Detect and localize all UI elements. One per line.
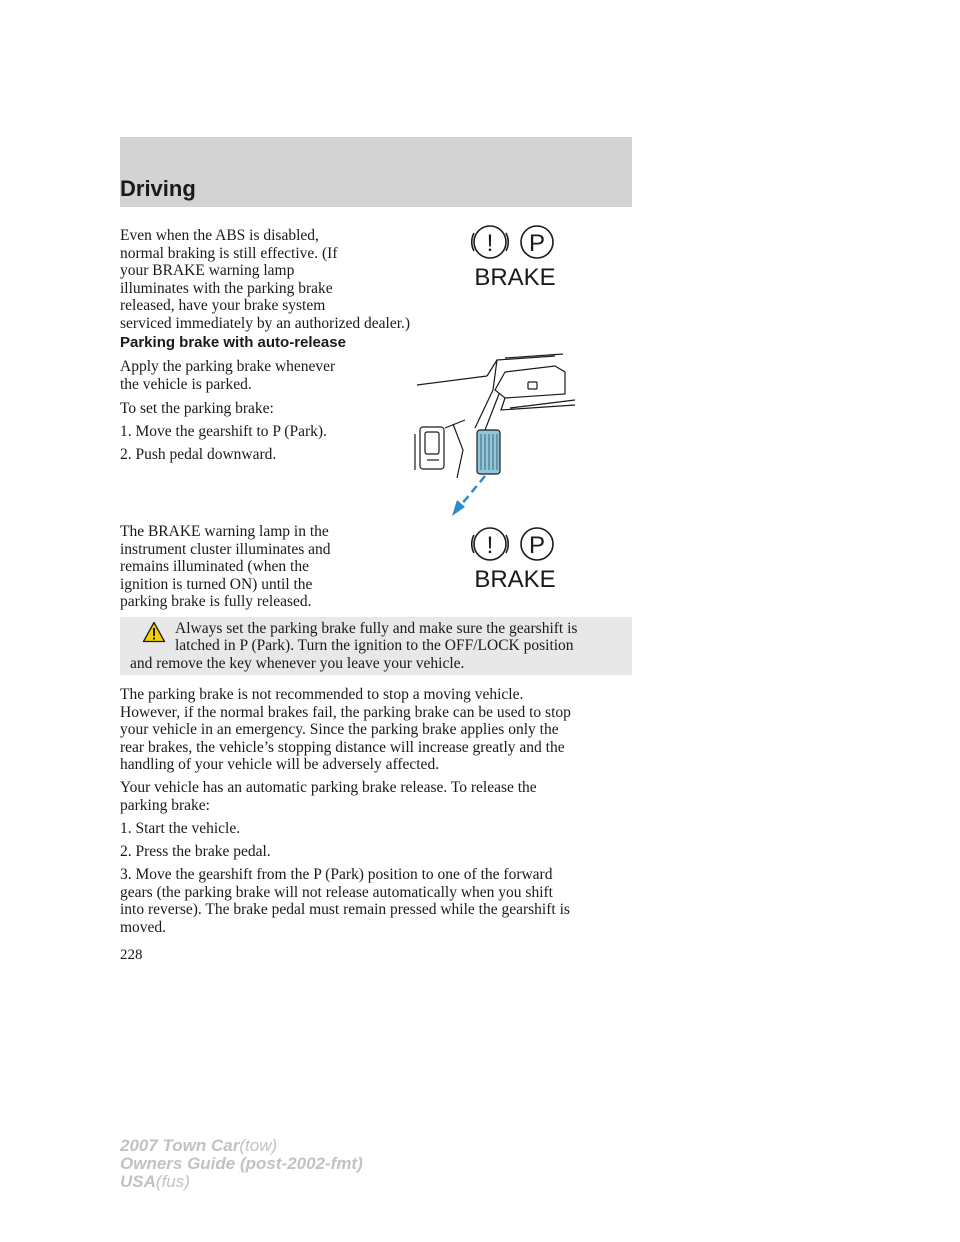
moving-line-5: handling of your vehicle will be adversely affected.: [120, 756, 440, 773]
lamp-line-5: parking brake is fully released.: [120, 593, 312, 610]
moving-line-3: your vehicle in an emergency. Since the parking brake applies only the: [120, 721, 559, 738]
release-step-3-line-3: into reverse). The brake pedal must remain pressed while the gearshift is: [120, 901, 570, 918]
parking-brake-pedal-illustration: [405, 350, 575, 520]
abs-paragraph-line-5: released, have your brake system: [120, 297, 326, 314]
footer-market-code: (fus): [155, 1172, 190, 1191]
release-step-2: 2. Press the brake pedal.: [120, 843, 271, 860]
footer-line-1: [120, 1137, 277, 1155]
apply-line-2: the vehicle is parked.: [120, 376, 252, 393]
lamp-line-1: The BRAKE warning lamp in the: [120, 523, 329, 540]
footer-line-3: [120, 1173, 190, 1191]
footer-model: 2007 Town Car: [120, 1136, 240, 1155]
lamp-brake-label: BRAKE: [474, 264, 556, 291]
abs-paragraph-line-6: serviced immediately by an authorized dealer.): [120, 315, 411, 332]
lamp-line-3: remains illuminated (when the: [120, 558, 309, 575]
release-step-1: 1. Start the vehicle.: [120, 820, 241, 837]
brake-warning-lamp-icon: [465, 527, 565, 593]
abs-paragraph-line-2: normal braking is still effective. (If: [120, 245, 338, 262]
moving-line-2: However, if the normal brakes fail, the parking brake can be used to stop: [120, 704, 571, 721]
moving-line-4: rear brakes, the vehicle’s stopping distance will increase greatly and the: [120, 739, 565, 756]
set-step-2: 2. Push pedal downward.: [120, 446, 277, 463]
release-intro-line-1: Your vehicle has an automatic parking brake release. To release the: [120, 779, 537, 796]
footer-market: USA: [120, 1172, 156, 1191]
footer-line-2: [120, 1155, 363, 1173]
lamp-line-2: instrument cluster illuminates and: [120, 541, 331, 558]
footer-model-code: (tow): [239, 1136, 278, 1155]
parking-brake-subhead: Parking brake with auto-release: [120, 334, 346, 351]
abs-paragraph-line-3: your BRAKE warning lamp: [120, 262, 295, 279]
section-header-band: [120, 137, 632, 207]
release-intro-line-2: parking brake:: [120, 797, 210, 814]
release-step-3-line-2: gears (the parking brake will not release automatically when you shift: [120, 884, 553, 901]
lamp-exclaim-text: !: [486, 230, 494, 257]
moving-line-1: The parking brake is not recommended to stop a moving vehicle.: [120, 686, 524, 703]
lamp-exclaim-text: !: [486, 532, 494, 559]
release-step-3-line-4: moved.: [120, 919, 167, 936]
set-step-1: 1. Move the gearshift to P (Park).: [120, 423, 327, 440]
page-number: 228: [120, 947, 143, 963]
brake-warning-lamp-icon: [465, 225, 565, 291]
warning-line-2: latched in P (Park). Turn the ignition to the OFF/LOCK position: [175, 637, 574, 654]
abs-paragraph-line-4: illuminates with the parking brake: [120, 280, 333, 297]
release-step-3-line-1: 3. Move the gearshift from the P (Park) position to one of the forward: [120, 866, 553, 883]
section-title: Driving: [120, 176, 196, 201]
lamp-line-4: ignition is turned ON) until the: [120, 576, 313, 593]
abs-paragraph-line-1: Even when the ABS is disabled,: [120, 227, 319, 244]
lamp-brake-label: BRAKE: [474, 566, 556, 593]
footer-guide: Owners Guide (post-2002-fmt): [120, 1154, 363, 1173]
warning-line-1: Always set the parking brake fully and make sure the gearshift is: [175, 620, 578, 637]
warning-triangle-icon: [142, 621, 166, 643]
lamp-park-text: P: [528, 532, 546, 559]
apply-line-1: Apply the parking brake whenever: [120, 358, 336, 375]
to-set-text: To set the parking brake:: [120, 400, 274, 417]
warning-line-3: and remove the key whenever you leave your vehicle.: [130, 655, 465, 672]
lamp-park-text: P: [528, 230, 546, 257]
